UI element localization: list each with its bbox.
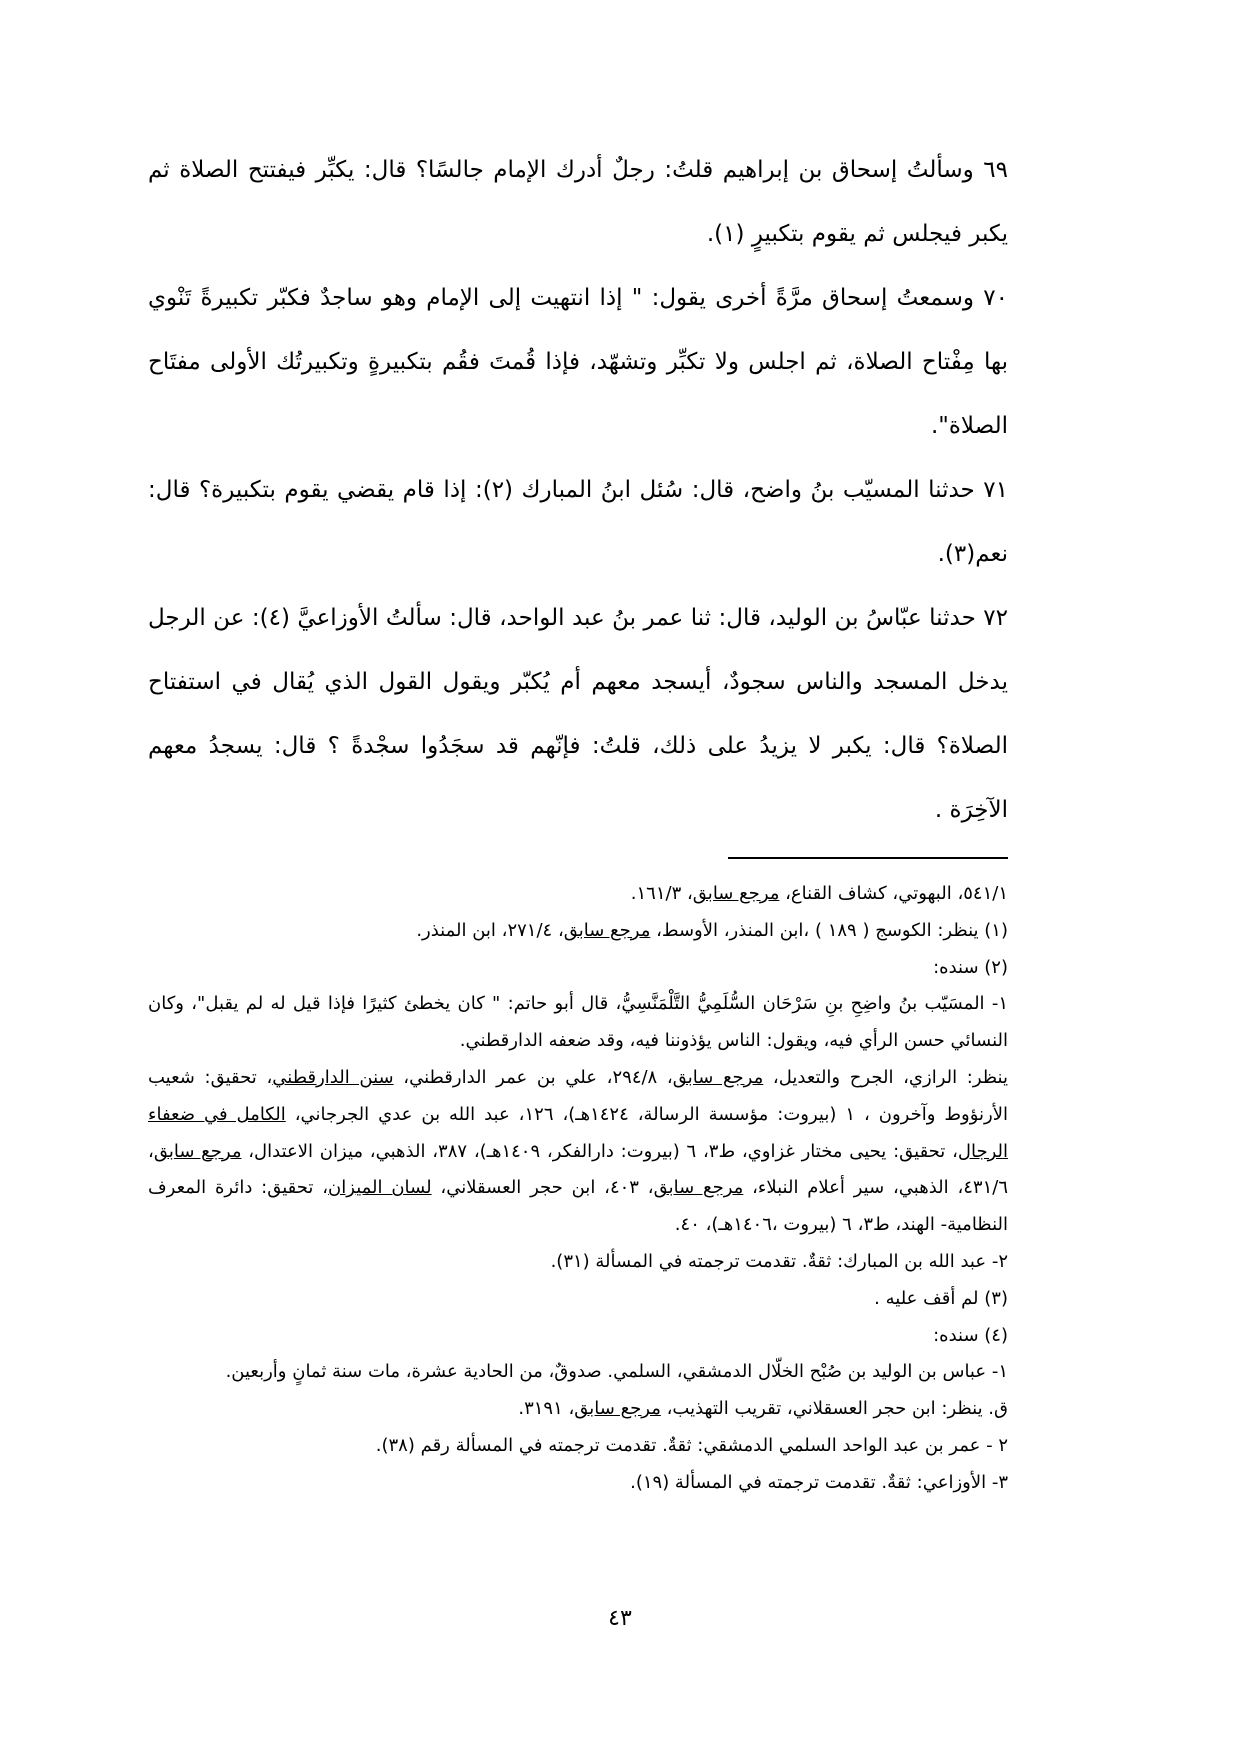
footnote-4-heading: (٤) سنده: <box>933 1324 1008 1346</box>
footnote-2-narrator-2: ٢- عبد الله بن المبارك: ثقةٌ. تقدمت ترجمته في المسألة (٣١). <box>550 1250 1008 1272</box>
footnote-text: ، ٢٩٤/٨، علي بن عمر الدارقطني، <box>393 1066 673 1088</box>
reference-link: مرجع سابق <box>563 919 651 941</box>
reference-link: الكامل في ضعفاء الرجال <box>148 1103 1008 1162</box>
footnote-1 <box>148 913 1008 950</box>
footnote-text: ق. ينظر: ابن حجر العسقلاني، تقريب التهذيب، <box>660 1398 1008 1420</box>
footnote-4-narrator-3: ٣- الأوزاعي: ثقةٌ. تقدمت ترجمته في المسألة (١٩). <box>630 1471 1008 1493</box>
footnote-separator <box>728 857 1008 859</box>
footnote-continuation <box>148 876 1008 913</box>
footnote-text: ، ١٦١/٣. <box>630 883 693 904</box>
footnote-3: (٣) لم أقف عليه . <box>874 1287 1008 1309</box>
footnote-text: (١) ينظر: الكوسج ( ١٨٩ ) ،ابن المنذر، الأوسط، <box>650 919 1008 941</box>
footnote-text: ، ٢٧١/٤، ابن المنذر. <box>416 919 564 941</box>
footnote-2-references <box>148 1060 1008 1244</box>
reference-link: لسان الميزان <box>328 1177 432 1199</box>
footnote-text: ، ٤٣١/٦، الذهبي، سير أعلام النبلاء، <box>148 1140 1009 1199</box>
footnote-text: ، تحقيق: يحيى مختار غزاوي، ط٣، ٦ (بيروت: دارالفكر، ١٤٠٩هـ)، ٣٨٧، الذهبي، ميزان الاعتدال، <box>241 1140 958 1162</box>
paragraph-72: ٧٢ حدثنا عبّاسُ بن الوليد، قال: ثنا عمر بنُ عبد الواحد، قال: سألتُ الأوزاعيَّ (٤): عن الرجل يدخل المسجد والناس سجودٌ، أيسجد معهم أم يُكبّر ويقول القول الذي يُقال في استفتاح الصلاة؟ قال: يكبر لا يزيدُ على ذلك، قلتُ: فإنّهم قد سجَدُوا سجْدةً ؟ قال: يسجدُ معهم الآخِرَة . <box>148 605 1008 823</box>
footnote-4-reference <box>148 1391 1008 1428</box>
paragraph-71: ٧١ حدثنا المسيّب بنُ واضح، قال: سُئل ابنُ المبارك (٢): إذا قام يقضي يقوم بتكبيرة؟ قال: نعم(٣). <box>148 477 1008 567</box>
reference-link: مرجع سابق <box>153 1140 242 1162</box>
footnote-text: ينظر: الرازي، الجرح والتعديل، <box>763 1066 1009 1088</box>
footnote-text: ، ٤٠٣، ابن حجر العسقلاني، <box>431 1177 654 1199</box>
reference-link: مرجع سابق <box>692 883 780 904</box>
footnote-4-narrator-2: ٢ - عمر بن عبد الواحد السلمي الدمشقي: ثقةٌ. تقدمت ترجمته في المسألة رقم (٣٨). <box>375 1434 1008 1456</box>
footnote-2-narrator-1: ١- المسَيّب بنُ واضِحِ بنِ سَرْحَان السُّلَمِيُّ التَّلْمَنَّسِيُّ، قال أبو حاتم: " كان يخطئ كثيرًا فإذا قيل له لم يقبل"، وكان النسائي حسن الرأي فيه، ويقول: الناس يؤذوننا فيه، وقد ضعفه الدارقطني. <box>148 993 1008 1052</box>
footnotes <box>148 876 1008 1502</box>
reference-link: مرجع سابق <box>653 1177 744 1199</box>
footnote-text: ، تحقيق: شعيب الأرنؤوط وآخرون ، ١ (بيروت: مؤسسة الرسالة، ١٤٢٤هـ)، ١٢٦، عبد الله بن عدي الجرجاني، <box>148 1066 1008 1125</box>
main-text <box>148 138 1008 842</box>
footnote-4-narrator-1: ١- عباس بن الوليد بن صُبْح الخلّال الدمشقي، السلمي. صدوقٌ، من الحادية عشرة، مات سنة ثمانٍ وأربعين. <box>225 1361 1008 1383</box>
reference-link: سنن الدارقطني <box>272 1066 394 1088</box>
footnote-2-heading: (٢) سنده: <box>933 956 1008 978</box>
page-number: ٤٣ <box>608 1606 632 1631</box>
footnote-text: ، تحقيق: دائرة المعرف النظامية- الهند، ط٣، ٦ (بيروت ،١٤٠٦هـ)، ٤٠. <box>148 1177 1008 1236</box>
footnote-text: ٥٤١/١، البهوتي، كشاف القناع، <box>779 883 1008 904</box>
footnote-text: ، ٣١٩١. <box>518 1398 575 1420</box>
paragraph-70: ٧٠ وسمعتُ إسحاق مرَّةً أخرى يقول: " إذا انتهيت إلى الإمام وهو ساجدٌ فكبّر تكبيرةً تَنْوي بها مِفْتاح الصلاة، ثم اجلس ولا تكبِّر وتشهّد، فإذا قُمتَ فقُم بتكبيرةٍ وتكبيرتُك الأولى مفتَاح الصلاة". <box>148 285 1008 439</box>
paragraph-69: ٦٩ وسألتُ إسحاق بن إبراهيم قلتُ: رجلٌ أدرك الإمام جالسًا؟ قال: يكبِّر فيفتتح الصلاة ثم يكبر فيجلس ثم يقوم بتكبيرٍ (١). <box>148 157 1008 247</box>
reference-link: مرجع سابق <box>672 1066 764 1088</box>
reference-link: مرجع سابق <box>574 1398 661 1420</box>
